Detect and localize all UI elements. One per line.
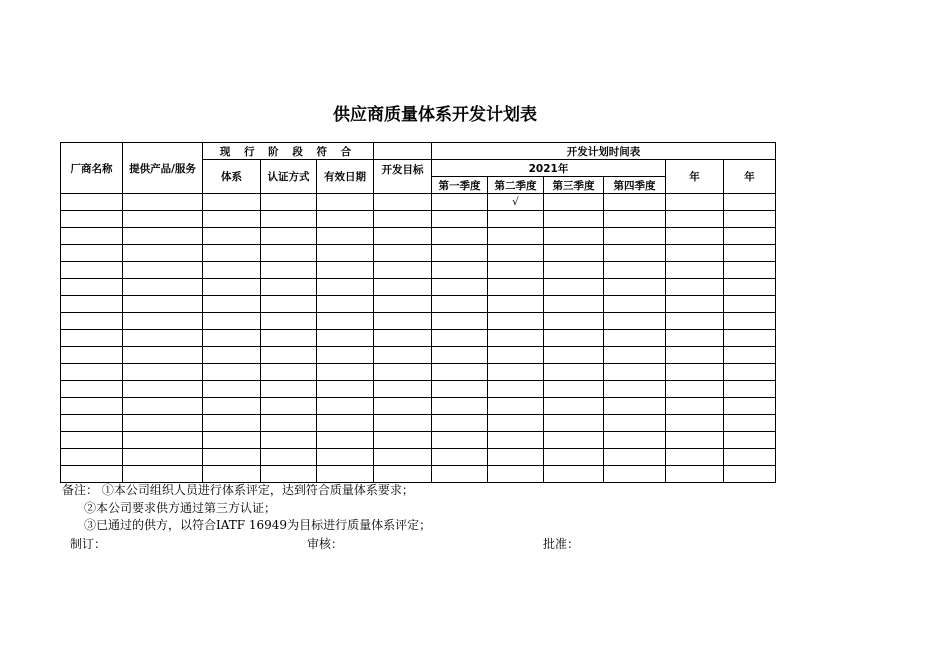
table-cell <box>61 194 123 211</box>
table-cell <box>261 432 317 449</box>
table-cell <box>374 330 432 347</box>
table-cell <box>488 330 544 347</box>
table-row <box>61 194 776 211</box>
table-cell <box>61 330 123 347</box>
table-cell <box>432 466 488 483</box>
table-cell <box>432 211 488 228</box>
table-cell <box>203 381 261 398</box>
table-cell <box>604 466 666 483</box>
table-cell <box>544 449 604 466</box>
table-cell <box>123 330 203 347</box>
table-cell <box>123 245 203 262</box>
table-cell <box>604 194 666 211</box>
table-cell <box>724 262 776 279</box>
table-cell <box>724 313 776 330</box>
table-cell <box>432 381 488 398</box>
table-cell <box>261 228 317 245</box>
header-year-2021: 2021年 <box>432 160 666 177</box>
table-cell <box>432 330 488 347</box>
table-cell <box>604 296 666 313</box>
table-cell <box>374 228 432 245</box>
table-row <box>61 313 776 330</box>
table-cell <box>432 228 488 245</box>
table-cell <box>666 211 724 228</box>
table-cell <box>203 415 261 432</box>
table-row <box>61 228 776 245</box>
table-cell <box>203 347 261 364</box>
table-cell <box>61 211 123 228</box>
table-cell <box>544 415 604 432</box>
table-cell <box>374 279 432 296</box>
table-cell <box>544 330 604 347</box>
table-cell <box>432 398 488 415</box>
table-cell <box>488 449 544 466</box>
development-plan-table <box>60 142 776 483</box>
table-cell <box>374 415 432 432</box>
table-cell <box>544 381 604 398</box>
table-cell <box>317 245 374 262</box>
table-cell <box>724 194 776 211</box>
table-cell <box>544 262 604 279</box>
table-cell <box>432 313 488 330</box>
table-cell <box>123 279 203 296</box>
table-cell <box>666 262 724 279</box>
table-cell <box>488 364 544 381</box>
table-cell <box>374 262 432 279</box>
reviewed-by-label: 审核： <box>307 537 344 551</box>
table-cell <box>432 296 488 313</box>
table-cell <box>544 296 604 313</box>
table-cell: √ <box>488 194 544 211</box>
table-cell <box>488 211 544 228</box>
table-cell <box>61 313 123 330</box>
table-cell <box>488 381 544 398</box>
table-cell <box>488 432 544 449</box>
table-cell <box>724 279 776 296</box>
table-cell <box>488 466 544 483</box>
table-cell <box>488 245 544 262</box>
table-cell <box>666 364 724 381</box>
remark-item: ①本公司组织人员进行体系评定，达到符合质量体系要求； <box>101 483 414 497</box>
table-cell <box>666 449 724 466</box>
table-cell <box>203 398 261 415</box>
table-cell <box>203 296 261 313</box>
table-cell <box>261 330 317 347</box>
table-cell <box>604 262 666 279</box>
table-cell <box>724 432 776 449</box>
remarks-label: 备注： <box>62 483 99 497</box>
table-cell <box>544 398 604 415</box>
table-cell <box>123 313 203 330</box>
table-row <box>61 415 776 432</box>
table-cell <box>604 228 666 245</box>
table-cell <box>261 194 317 211</box>
table-cell <box>724 296 776 313</box>
table-cell <box>488 296 544 313</box>
table-cell <box>61 279 123 296</box>
table-cell <box>724 228 776 245</box>
table-cell <box>261 381 317 398</box>
table-cell <box>488 262 544 279</box>
table-cell <box>544 211 604 228</box>
header-dev-goal: 开发目标 <box>374 160 432 194</box>
table-cell <box>432 245 488 262</box>
table-cell <box>544 432 604 449</box>
table-cell <box>317 228 374 245</box>
header-system: 体系 <box>203 160 261 194</box>
table-cell <box>666 296 724 313</box>
table-cell <box>123 364 203 381</box>
table-row <box>61 330 776 347</box>
page-title: 供应商质量体系开发计划表 <box>333 105 537 125</box>
table-cell <box>432 449 488 466</box>
table-cell <box>61 381 123 398</box>
remarks <box>62 482 431 535</box>
table-cell <box>317 398 374 415</box>
table-cell <box>123 381 203 398</box>
table-cell <box>317 194 374 211</box>
table-cell <box>604 449 666 466</box>
header-q2: 第二季度 <box>488 177 544 194</box>
table-cell <box>432 194 488 211</box>
table-cell <box>724 415 776 432</box>
table-cell <box>261 466 317 483</box>
table-cell <box>203 449 261 466</box>
table-cell <box>488 398 544 415</box>
table-cell <box>604 313 666 330</box>
table-cell <box>61 228 123 245</box>
header-q1: 第一季度 <box>432 177 488 194</box>
table-cell <box>123 466 203 483</box>
table-cell <box>432 432 488 449</box>
table-cell <box>61 296 123 313</box>
table-cell <box>604 381 666 398</box>
table-cell <box>488 415 544 432</box>
table-cell <box>374 432 432 449</box>
table-cell <box>123 296 203 313</box>
table-cell <box>261 347 317 364</box>
table-cell <box>123 262 203 279</box>
table-row <box>61 381 776 398</box>
table-cell <box>604 432 666 449</box>
table-row <box>61 466 776 483</box>
table-cell <box>724 466 776 483</box>
table-cell <box>724 449 776 466</box>
table-cell <box>544 313 604 330</box>
table-cell <box>604 347 666 364</box>
table-cell <box>261 279 317 296</box>
table-row <box>61 449 776 466</box>
table-cell <box>488 313 544 330</box>
approved-by-label: 批准： <box>543 537 580 551</box>
header-valid-date: 有效日期 <box>317 160 374 194</box>
table-cell <box>317 449 374 466</box>
table-cell <box>374 398 432 415</box>
table-cell <box>123 449 203 466</box>
table-cell <box>374 466 432 483</box>
table-cell <box>544 466 604 483</box>
table-cell <box>123 194 203 211</box>
table-cell <box>374 211 432 228</box>
table-cell <box>374 296 432 313</box>
table-cell <box>317 279 374 296</box>
table-cell <box>61 262 123 279</box>
table-cell <box>666 194 724 211</box>
table-cell <box>317 262 374 279</box>
header-q4: 第四季度 <box>604 177 666 194</box>
table-cell <box>261 296 317 313</box>
table-cell <box>432 364 488 381</box>
table-cell <box>203 245 261 262</box>
header-year-a: 年 <box>666 160 724 194</box>
table-cell <box>123 211 203 228</box>
header-product-service: 提供产品/服务 <box>123 143 203 194</box>
table-cell <box>374 364 432 381</box>
table-row <box>61 364 776 381</box>
table-cell <box>604 415 666 432</box>
table-cell <box>488 228 544 245</box>
table-cell <box>261 262 317 279</box>
table-cell <box>374 347 432 364</box>
header-current-compliance: 现 行 阶 段 符 合 <box>203 143 374 160</box>
table-cell <box>666 330 724 347</box>
prepared-by-label: 制订： <box>70 537 107 551</box>
table-cell <box>724 211 776 228</box>
table-cell <box>317 364 374 381</box>
table-cell <box>317 432 374 449</box>
table-cell <box>544 228 604 245</box>
table-cell <box>61 432 123 449</box>
table-cell <box>604 279 666 296</box>
header-vendor-name: 厂商名称 <box>61 143 123 194</box>
table-cell <box>203 364 261 381</box>
table-cell <box>203 330 261 347</box>
table-cell <box>203 466 261 483</box>
table-row <box>61 296 776 313</box>
table-cell <box>374 194 432 211</box>
table-cell <box>666 313 724 330</box>
table-cell <box>666 381 724 398</box>
table-cell <box>203 228 261 245</box>
table-cell <box>604 330 666 347</box>
table-row <box>61 211 776 228</box>
table-cell <box>374 381 432 398</box>
table-cell <box>317 330 374 347</box>
table-cell <box>317 211 374 228</box>
table-cell <box>317 415 374 432</box>
table-cell <box>724 364 776 381</box>
table-cell <box>317 381 374 398</box>
table-row <box>61 245 776 262</box>
table-cell <box>123 415 203 432</box>
table-cell <box>123 398 203 415</box>
table-cell <box>203 313 261 330</box>
table-cell <box>724 398 776 415</box>
table-cell <box>61 449 123 466</box>
table-cell <box>488 347 544 364</box>
table-cell <box>666 398 724 415</box>
remark-item: ②本公司要求供方通过第三方认证； <box>84 500 277 515</box>
table-cell <box>261 364 317 381</box>
table-cell <box>724 330 776 347</box>
table-cell <box>61 347 123 364</box>
table-row <box>61 279 776 296</box>
table-cell <box>203 194 261 211</box>
table-cell <box>432 279 488 296</box>
table-cell <box>374 449 432 466</box>
table-cell <box>203 432 261 449</box>
table-cell <box>666 347 724 364</box>
header-schedule: 开发计划时间表 <box>432 143 776 160</box>
table-cell <box>544 347 604 364</box>
table-cell <box>666 228 724 245</box>
table-cell <box>123 228 203 245</box>
table-cell <box>261 211 317 228</box>
table-cell <box>604 364 666 381</box>
remark-item: ③已通过的供方，以符合IATF 16949为目标进行质量体系评定； <box>84 518 432 532</box>
table-cell <box>61 415 123 432</box>
table-cell <box>317 313 374 330</box>
table-cell <box>544 245 604 262</box>
table-cell <box>432 347 488 364</box>
table-cell <box>61 398 123 415</box>
table-cell <box>374 313 432 330</box>
table-cell <box>666 279 724 296</box>
table-cell <box>317 347 374 364</box>
table-row <box>61 347 776 364</box>
table-cell <box>261 313 317 330</box>
table-cell <box>666 415 724 432</box>
table-cell <box>123 432 203 449</box>
table-cell <box>544 194 604 211</box>
table-cell <box>261 398 317 415</box>
table-cell <box>666 432 724 449</box>
table-cell <box>604 211 666 228</box>
table-cell <box>261 415 317 432</box>
table-cell <box>724 245 776 262</box>
table-cell <box>488 279 544 296</box>
table-cell <box>666 466 724 483</box>
table-cell <box>544 364 604 381</box>
table-cell <box>123 347 203 364</box>
table-cell <box>61 364 123 381</box>
table-cell <box>432 415 488 432</box>
table-cell <box>374 245 432 262</box>
table-cell <box>203 262 261 279</box>
table-cell <box>61 466 123 483</box>
table-cell <box>432 262 488 279</box>
table-cell <box>261 449 317 466</box>
table-cell <box>317 296 374 313</box>
table-cell <box>724 347 776 364</box>
table-cell <box>61 245 123 262</box>
table-cell <box>604 398 666 415</box>
header-year-b: 年 <box>724 160 776 194</box>
header-cert-method: 认证方式 <box>261 160 317 194</box>
table-row <box>61 432 776 449</box>
table-cell <box>544 279 604 296</box>
table-cell <box>724 381 776 398</box>
table-cell <box>317 466 374 483</box>
table-cell <box>261 245 317 262</box>
table-cell <box>666 245 724 262</box>
table-cell <box>203 211 261 228</box>
table-row <box>61 398 776 415</box>
header-q3: 第三季度 <box>544 177 604 194</box>
table-cell <box>203 279 261 296</box>
table-row <box>61 262 776 279</box>
table-cell <box>604 245 666 262</box>
